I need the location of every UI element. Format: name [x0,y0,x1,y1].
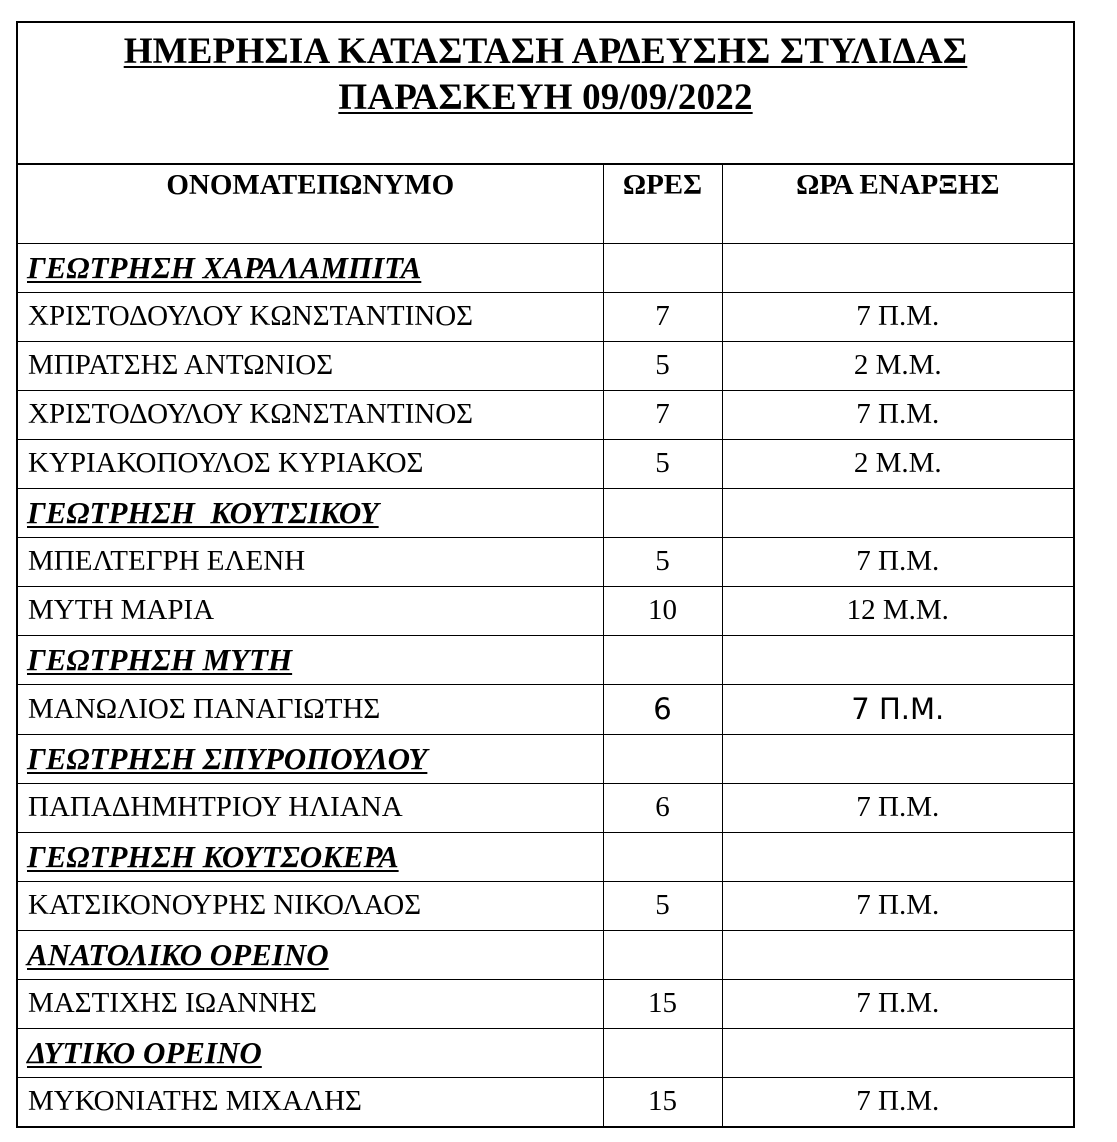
start-time-cell: 7 Π.Μ. [722,390,1073,439]
person-name-cell: ΜΑΝΩΛΙΟΣ ΠΑΝΑΓΙΩΤΗΣ [18,684,603,734]
header-row [18,165,1073,243]
section-label: ΓΕΩΤΡΗΣΗ ΚΟΥΤΣΙΚΟΥ [27,494,379,530]
start-time-cell: 7 Π.Μ. [722,881,1073,930]
hours-cell: 10 [603,586,722,635]
column-header-start-time: ΩΡΑ ΕΝΑΡΞΗΣ [722,165,1073,243]
table-row [18,537,1073,586]
table-row [18,341,1073,390]
empty-hours-cell [603,734,722,783]
table-row [18,390,1073,439]
person-name-cell: ΜΑΣΤΙΧΗΣ ΙΩΑΝΝΗΣ [18,979,603,1028]
section-row [18,488,1073,537]
start-time-cell: 2 Μ.Μ. [722,341,1073,390]
section-row [18,243,1073,292]
person-name-cell: ΜΥΚΟΝΙΑΤΗΣ ΜΙΧΑΛΗΣ [18,1077,603,1126]
document-title: ΗΜΕΡΗΣΙΑ ΚΑΤΑΣΤΑΣΗ ΑΡΔΕΥΣΗΣ ΣΤΥΛΙΔΑΣ [123,31,968,72]
hours-cell: 6 [603,684,722,734]
start-time-cell: 7 Π.Μ. [722,292,1073,341]
hours-cell: 6 [603,783,722,832]
empty-start-cell [722,635,1073,684]
empty-hours-cell [603,488,722,537]
section-label-cell [18,1028,603,1077]
start-time-cell: 7 Π.Μ. [722,1077,1073,1126]
empty-start-cell [722,1028,1073,1077]
person-name-cell: ΧΡΙΣΤΟΔΟΥΛΟΥ ΚΩΝΣΤΑΝΤΙΝΟΣ [18,390,603,439]
start-time-cell: 7 Π.Μ. [722,537,1073,586]
section-row [18,635,1073,684]
table-row [18,292,1073,341]
section-label-cell [18,734,603,783]
person-name-cell: ΠΑΠΑΔΗΜΗΤΡΙΟΥ ΗΛΙΑΝΑ [18,783,603,832]
table-row [18,684,1073,734]
empty-hours-cell [603,832,722,881]
start-time-cell: 7 Π.Μ. [722,979,1073,1028]
column-header-hours: ΩΡΕΣ [603,165,722,243]
empty-start-cell [722,832,1073,881]
table-row [18,979,1073,1028]
empty-start-cell [722,930,1073,979]
schedule-rows [18,243,1073,1126]
section-row [18,832,1073,881]
table-row [18,783,1073,832]
table-row [18,586,1073,635]
section-label-cell [18,930,603,979]
table-row [18,1077,1073,1126]
section-label-cell [18,488,603,537]
hours-cell: 5 [603,881,722,930]
empty-hours-cell [603,243,722,292]
document-date: ΠΑΡΑΣΚΕΥΗ 09/09/2022 [338,77,753,118]
empty-hours-cell [603,1028,722,1077]
person-name-cell: ΜΠΡΑΤΣΗΣ ΑΝΤΩΝΙΟΣ [18,341,603,390]
section-label: ΓΕΩΤΡΗΣΗ ΣΠΥΡΟΠΟΥΛΟΥ [27,740,428,776]
empty-start-cell [722,243,1073,292]
start-time-cell: 12 Μ.Μ. [722,586,1073,635]
start-time-cell: 7 Π.Μ. [722,684,1073,734]
title-block [18,23,1073,165]
schedule-table [18,165,1073,1126]
section-label-cell [18,832,603,881]
irrigation-schedule-sheet [16,21,1075,1128]
hours-cell: 7 [603,390,722,439]
section-row [18,930,1073,979]
hours-cell: 15 [603,979,722,1028]
section-label: ΔΥΤΙΚΟ ΟΡΕΙΝΟ [27,1034,262,1070]
section-label-cell [18,243,603,292]
section-label: ΑΝΑΤΟΛΙΚΟ ΟΡΕΙΝΟ [27,936,329,972]
section-row [18,1028,1073,1077]
hours-cell: 7 [603,292,722,341]
column-header-name: ΟΝΟΜΑΤΕΠΩΝΥΜΟ [18,165,603,243]
table-row [18,439,1073,488]
section-label: ΓΕΩΤΡΗΣΗ ΜΥΤΗ [27,641,293,677]
start-time-cell: 2 Μ.Μ. [722,439,1073,488]
person-name-cell: ΜΥΤΗ ΜΑΡΙΑ [18,586,603,635]
person-name-cell: ΚΑΤΣΙΚΟΝΟΥΡΗΣ ΝΙΚΟΛΑΟΣ [18,881,603,930]
person-name-cell: ΚΥΡΙΑΚΟΠΟΥΛΟΣ ΚΥΡΙΑΚΟΣ [18,439,603,488]
empty-hours-cell [603,635,722,684]
section-label-cell [18,635,603,684]
section-label: ΓΕΩΤΡΗΣΗ ΚΟΥΤΣΟΚΕΡΑ [27,838,399,874]
empty-hours-cell [603,930,722,979]
hours-cell: 5 [603,341,722,390]
person-name-cell: ΜΠΕΛΤΕΓΡΗ ΕΛΕΝΗ [18,537,603,586]
empty-start-cell [722,734,1073,783]
hours-cell: 5 [603,439,722,488]
section-row [18,734,1073,783]
hours-cell: 5 [603,537,722,586]
person-name-cell: ΧΡΙΣΤΟΔΟΥΛΟΥ ΚΩΝΣΤΑΝΤΙΝΟΣ [18,292,603,341]
table-row [18,881,1073,930]
hours-cell: 15 [603,1077,722,1126]
section-label: ΓΕΩΤΡΗΣΗ ΧΑΡΑΛΑΜΠΙΤΑ [27,249,422,285]
empty-start-cell [722,488,1073,537]
start-time-cell: 7 Π.Μ. [722,783,1073,832]
